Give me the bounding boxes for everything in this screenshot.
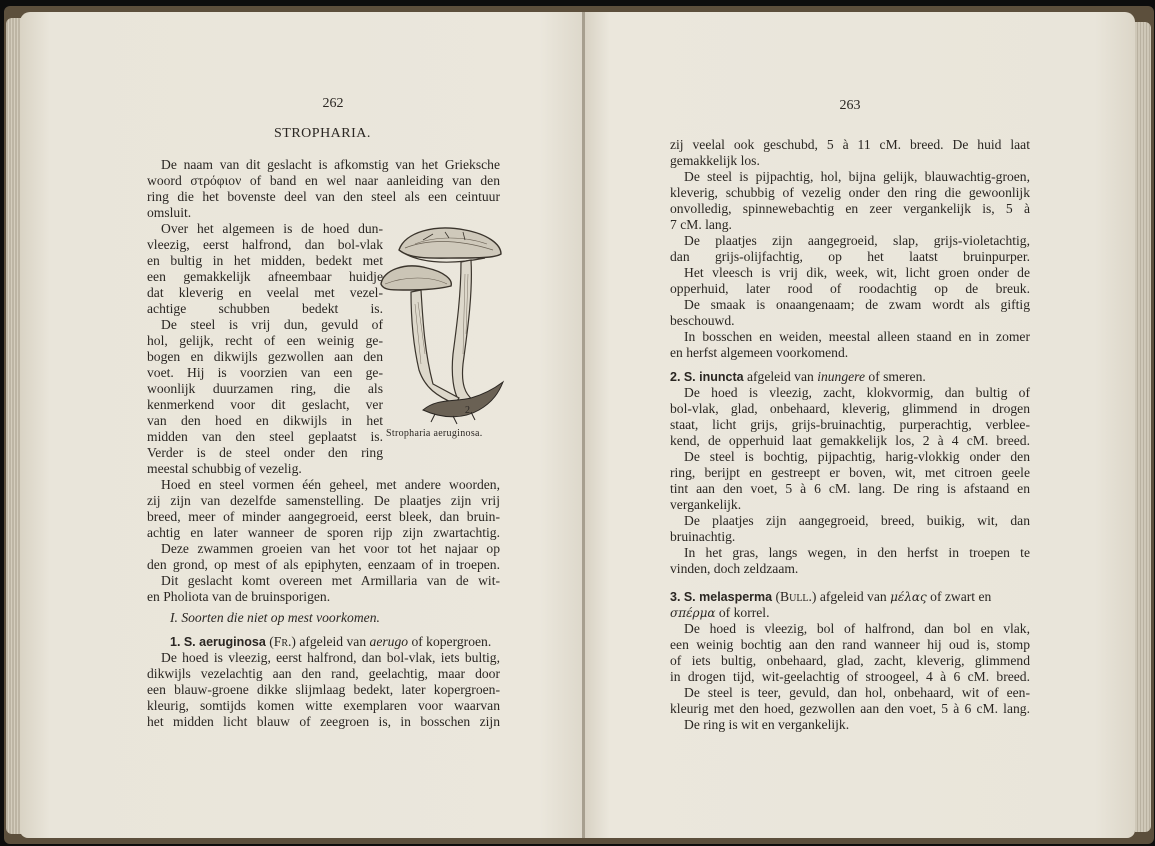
species-1-heading: 1. S. aeruginosa (Fr.) afgeleid van aerugo of kopergroen. [170,634,492,649]
text-line: De steel is bochtig, pijpachtig, harig-vlokkig onder den [684,449,1030,464]
text-line: Dit geslacht komt overeen met Armillaria van de wit- [161,573,500,588]
text-line: ring die het bovenste deel van den steel als een ceintuur [147,189,500,204]
text-line: opperhuid, later rood of roodachtig op de breuk. [670,281,1030,296]
text-line: en Pholiota van de bruinsporigen. [147,589,331,604]
text-line: dikwijls vezelachtig aan den rand, geelachtig, maar door [147,666,500,681]
text-line: In het gras, langs wegen, in den herfst in troepen te [684,545,1030,560]
page-edges-right [1135,22,1151,832]
text-line: zij zijn van dezelfde samenstelling. De plaatjes zijn vrij [147,493,500,508]
text-line: meestal schubbig of vezelig. [147,461,302,476]
text-line: of iets bultig, onbehaard, glad, zacht, kleverig, glimmend [670,653,1030,668]
text-line: voet. Hij is voorzien van een ge- [147,365,383,380]
text-line: breed, meer of minder aangegroeid, eerst bleek, dan bruin- [147,509,500,524]
text-line: De ring is wit en vergankelijk. [684,717,850,732]
text-line: De steel is pijpachtig, hol, bijna gelijk, blauwachtig-groen, [684,169,1030,184]
text-line: zij veelal ook geschubd, 5 à 11 cM. breed. De huid laat [670,137,1030,152]
text-line: een blauw-groene dikke slijmlaag bedekt, later kopergroen- [147,682,500,697]
text-line: bol-vlak, glad, onbehaard, kleverig, glimmend in drogen [670,401,1030,416]
text-line: van den hoed en dikwijls in het [147,413,383,428]
text-line: dan grijs-olijfachtig, op het laatst bruinpurper. [670,249,1030,264]
species-3-heading: 3. S. melasperma (Bull.) afgeleid van μέλας of zwart en [670,589,992,604]
text-line: De steel is vrij dun, gevuld of [161,317,383,332]
text-line: achtig en later wanneer de sporen rijp zijn zwartachtig. [147,525,500,540]
text-line: Het vleesch is vrij dik, week, wit, licht groen onder de [684,265,1030,280]
text-line: De plaatjes zijn aangegroeid, slap, grijs-violetachtig, [684,233,1030,248]
text-line: staat, licht grijs, grijs-bruinachtig, purperachtig, verblee- [670,417,1030,432]
text-line: en bultig in het midden, bedekt met [147,253,383,268]
text-line: midden van den steel geplaatst is. [147,429,383,444]
text-line: hol, gelijk, recht of een weinig ge- [147,333,383,348]
text-line: kend, de opperhuid laat gemakkelijk los, 2 à 4 cM. breed. [670,433,1030,448]
left-page [20,12,583,838]
text-line: onvolledig, spinnewebachtig en zeer vergankelijk is, 5 à [670,201,1030,216]
text-line: gemakkelijk los. [670,153,760,168]
text-line: kleverig, schubbig of vezelig onder den ring die gewoonlijk [670,185,1030,200]
text-line: beschouwd. [670,313,735,328]
text-line: Verder is de steel onder den ring [147,445,383,460]
text-line: woord στρόφιον of band en wel naar aanleiding van den [147,173,500,188]
text-line: De naam van dit geslacht is afkomstig van het Grieksche [161,157,500,172]
text-line: Over het algemeen is de hoed dun- [161,221,383,236]
figure-caption: Stropharia aeruginosa. [386,428,483,439]
figure-label: 2 [465,405,471,416]
text-line: De steel is teer, gevuld, dan hol, onbehaard, wit of een- [684,685,1030,700]
page-number-right: 263 [839,98,861,113]
text-line: De hoed is vleezig, eerst halfrond, dan bol-vlak, iets bultig, [161,650,500,665]
text-line: tint aan den voet, 5 à 6 cM. lang. De ring is afstaand en [670,481,1030,496]
text-line: kleurig met den hoed, gezwollen aan den voet, 5 à 6 cM. lang. [670,701,1030,716]
text-line: in drogen tijd, wit-geelachtig of stroogeel, 4 à 6 cM. breed. [670,669,1030,684]
text-line: In bosschen en weiden, meestal alleen staand en in zomer [684,329,1030,344]
species-3-heading-cont: σπέρμα of korrel. [670,605,770,620]
text-line: kenmerkend voor dit geslacht, ver [147,397,383,412]
text-line: en herfst algemeen voorkomend. [670,345,849,360]
text-line: omsluit. [147,205,192,220]
chapter-heading: STROPHARIA. [274,126,371,141]
text-line: bogen en dikwijls gezwollen aan den [147,349,383,364]
text-line: bruinachtig. [670,529,736,544]
text-line: Hoed en steel vormen één geheel, met andere woorden, [161,477,500,492]
text-line: De hoed is vleezig, bol of halfrond, dan bol en vlak, [684,621,1030,636]
species-2-heading: 2. S. inuncta afgeleid van inungere of smeren. [670,369,926,384]
text-line: Deze zwammen groeien van het voor tot het najaar op [161,541,500,556]
text-line: ring, berijpt en gestreept er boven, wit, met citroen geele [670,465,1030,480]
text-line: woonlijk duurzamen ring, die als [147,381,383,396]
page-number-left: 262 [322,96,344,111]
text-line: vleezig, eerst halfrond, dan bol-vlak [147,237,383,252]
text-line: kleurig, somtijds komen witte exemplaren voor waarvan [147,698,500,713]
text-line: achtige schubben bedekt is. [147,301,383,316]
text-line: vergankelijk. [670,497,742,512]
text-line: den grond, op mest of als epiphyten, eenzaam of in troepen. [147,557,500,572]
text-line: vinden, doch zeldzaam. [670,561,799,576]
text-line: een gemakkelijk afneembaar huidje [147,269,383,284]
text-line: het midden licht blauw of zeegroen is, in bosschen zijn [147,714,500,729]
text-line: een weinig bochtig aan den rand wanneer hij oud is, stomp [670,637,1030,652]
text-line: De hoed is vleezig, zacht, klokvormig, dan bultig of [684,385,1030,400]
text-line: De smaak is onaangenaam; de zwam wordt als giftig [684,297,1030,312]
section-heading: I. Soorten die niet op mest voorkomen. [170,610,380,625]
mushroom-illustration [375,214,505,426]
text-line: De plaatjes zijn aangegroeid, breed, buikig, wit, dan [684,513,1030,528]
text-line: 7 cM. lang. [670,217,732,232]
text-line: dat kleverig en veelal met vezel- [147,285,383,300]
right-page [585,12,1135,838]
